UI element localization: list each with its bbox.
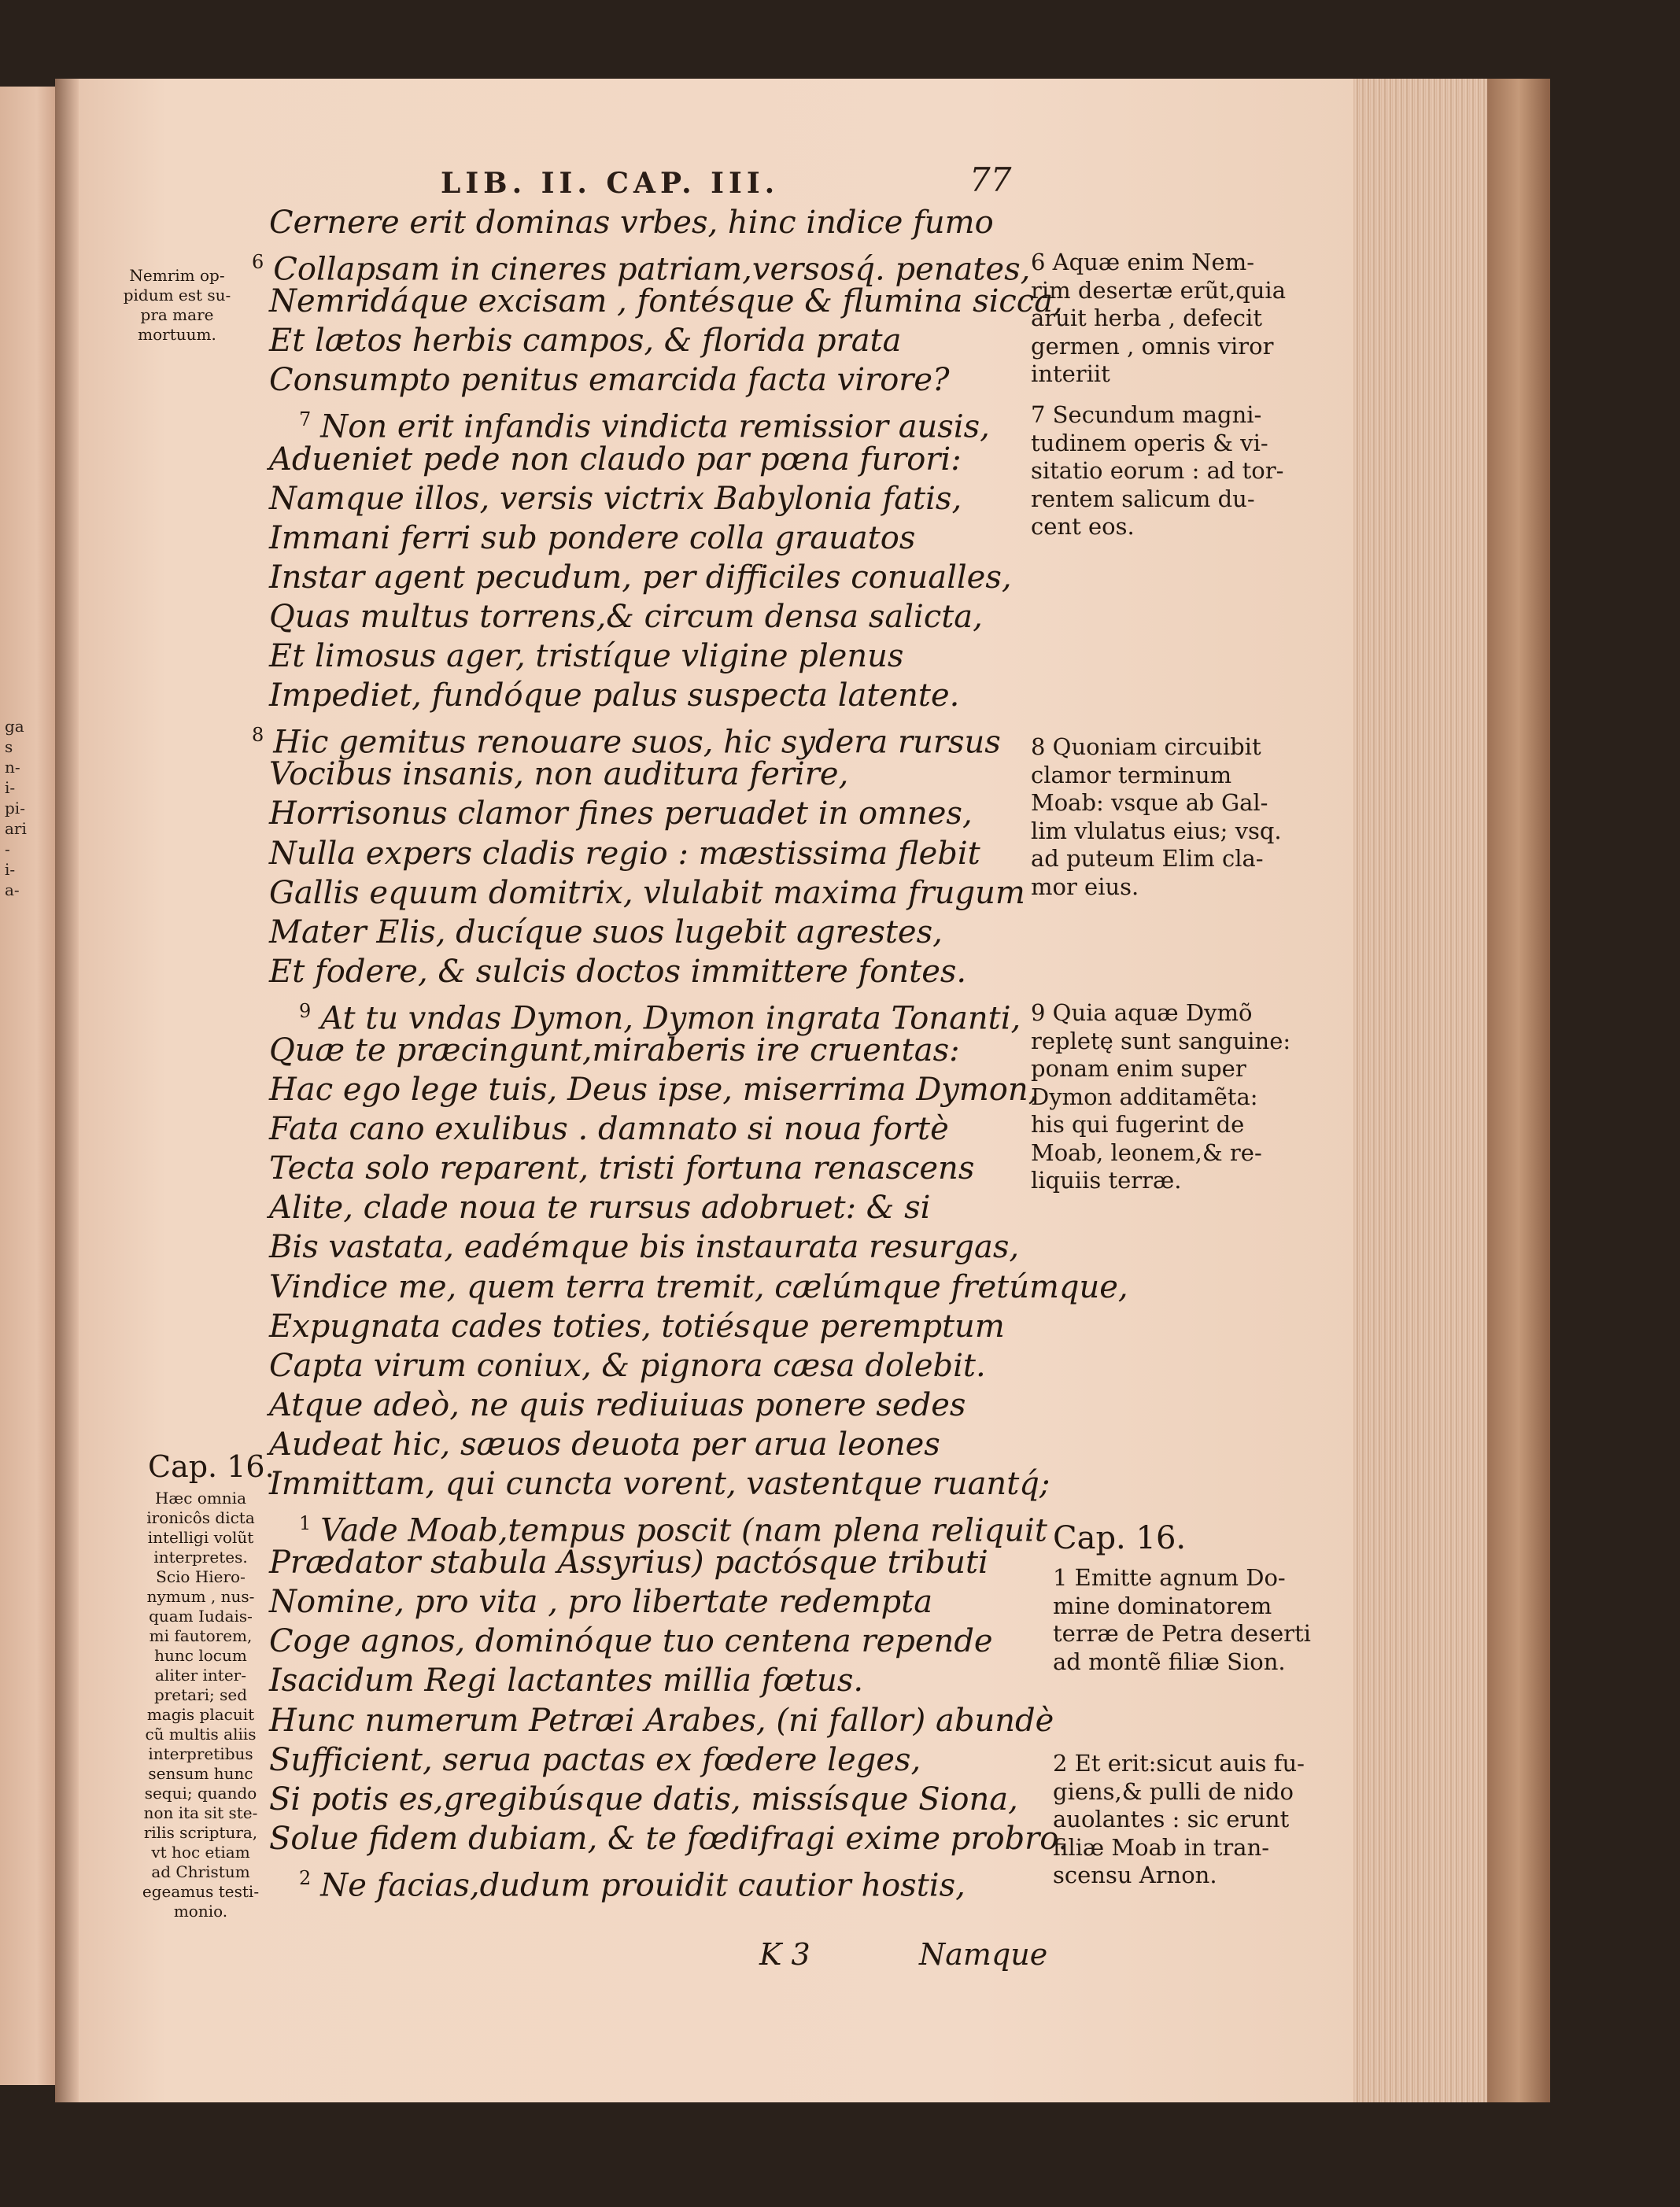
margin-note-line: 6 Aquæ enim Nem-: [1031, 249, 1254, 275]
left-margin-note-nemrim: [118, 266, 236, 345]
poem-line-text: Prædator stabula Assyrius) pactósque tributi: [269, 1545, 988, 1581]
poem-line: [269, 558, 1056, 597]
margin-note-line: scensu Arnon.: [1053, 1862, 1217, 1888]
margin-note-line: egeamus testi-: [142, 1882, 260, 1901]
poem-line: [269, 1543, 1056, 1582]
margin-note-line: ad montẽ filiæ Sion.: [1053, 1648, 1286, 1675]
book-cover-edge: [1487, 79, 1550, 2102]
verse-mark: 1: [299, 1512, 312, 1535]
poem-line: [269, 1149, 1056, 1188]
margin-note-line: Moab: vsque ab Gal-: [1031, 789, 1268, 816]
poem-line: [269, 1227, 1056, 1267]
poem-line-text: Non erit infandis vindicta remissior ausis,: [320, 408, 990, 445]
margin-note-line: ponam enim super: [1031, 1055, 1246, 1082]
poem-line: [269, 794, 1056, 833]
margin-note-line: Hæc omnia: [154, 1489, 246, 1508]
margin-note-line: filiæ Moab in tran-: [1053, 1833, 1270, 1861]
margin-note-line: mine dominatorem: [1053, 1592, 1272, 1619]
margin-note-line: 1 Emitte agnum Do-: [1053, 1564, 1286, 1591]
poem-line-text: Et lætos herbis campos, & florida prata: [269, 323, 902, 360]
margin-note-line: rilis scriptura,: [143, 1823, 258, 1842]
margin-note-line: aruit herba , defecit: [1031, 304, 1262, 331]
poem-line: [269, 873, 1056, 913]
poem-line: [269, 479, 1056, 519]
poem-line-text: Sufficient, serua pactas ex fœdere leges,: [269, 1741, 921, 1778]
verse-mark: 6: [252, 251, 264, 274]
poem-line-text: At tu vndas Dymon, Dymon ingrata Tonanti,: [320, 1000, 1021, 1037]
margin-note-line: ironicôs dicta: [146, 1508, 255, 1527]
poem-line: [269, 1070, 1056, 1109]
gutter: [55, 79, 79, 2102]
poem-line-text: Instar agent pecudum, per difficiles conualles,: [269, 559, 1012, 596]
margin-note-line: nymum , nus-: [146, 1587, 255, 1606]
poem-line: [269, 1031, 1056, 1070]
margin-note-line: hunc locum: [154, 1646, 247, 1665]
poem-line-text: Quæ te præcingunt,miraberis ire cruentas:: [269, 1032, 960, 1068]
poem-line: [269, 637, 1056, 676]
right-note-2: [1053, 1750, 1336, 1890]
poem-line-text: Quas multus torrens,& circum densa salicta,: [269, 598, 983, 635]
poem-line-text: Expugnata cades toties, totiésque peremptum: [269, 1308, 1005, 1345]
signature-mark: K 3: [759, 1937, 810, 1972]
poem-line-text: Gallis equum domitrix, vlulabit maxima frugum: [269, 874, 1025, 911]
catchword: Namque: [919, 1937, 1048, 1972]
margin-note-line: Dymon additamẽta:: [1031, 1083, 1258, 1110]
poem-line: [269, 1268, 1128, 1307]
poem-line: [269, 1346, 1056, 1386]
left-margin-note-cap16: [138, 1489, 263, 1921]
verse-mark: 9: [299, 999, 312, 1022]
poem-line-text: Bis vastata, eadémque bis instaurata resurgas,: [269, 1229, 1020, 1266]
margin-note-line: intelligi volũt: [147, 1528, 254, 1547]
poem-line: [269, 1701, 1056, 1740]
poem-line-text: Fata cano exulibus . damnato si noua fortè: [269, 1111, 949, 1148]
poem-line-text: Impediet, fundóque palus suspecta latente.: [269, 677, 960, 714]
verse-mark: 7: [299, 408, 312, 431]
margin-note-line: mi fautorem,: [149, 1626, 253, 1645]
margin-note-line: 8 Quoniam circuibit: [1031, 733, 1261, 760]
margin-note-line: cent eos.: [1031, 513, 1135, 540]
left-page-fragment: a-: [5, 880, 20, 899]
margin-note-line: auolantes : sic erunt: [1053, 1806, 1290, 1832]
margin-note-line: aliter inter-: [155, 1666, 246, 1685]
poem-line-text: Hic gemitus renouare suos, hic sydera rursus: [273, 724, 1001, 761]
poem-line: [269, 1819, 1069, 1858]
left-page-edge: [0, 87, 61, 2085]
poem-line-text: Adueniet pede non claudo par pœna furori:: [269, 441, 962, 478]
poem-line-text: Namque illos, versis victrix Babylonia fatis,: [269, 480, 962, 517]
margin-note-line: repletę sunt sanguine:: [1031, 1027, 1291, 1054]
poem-line: [269, 1504, 1056, 1549]
left-page-fragment: i-: [5, 778, 16, 797]
margin-note-line: rim desertæ erũt,quia: [1031, 276, 1286, 304]
right-note-8: [1031, 733, 1314, 901]
poem-line: [269, 1622, 1056, 1661]
poem-line-text: Alite, clade noua te rursus adobruet: & si: [269, 1190, 931, 1227]
poem-line: [269, 1109, 1056, 1149]
right-note-6: [1031, 249, 1314, 389]
poem-line: [252, 242, 1056, 288]
margin-note-line: 2 Et erit:sicut auis fu-: [1053, 1750, 1305, 1777]
margin-note-line: pretari; sed: [153, 1685, 248, 1704]
margin-note-line: Scio Hiero-: [156, 1567, 246, 1586]
poem-line-text: Vade Moab,tempus poscit (nam plena reliquit: [320, 1512, 1047, 1549]
left-page-fragment: pi-: [5, 799, 25, 817]
running-head: LIB. II. CAP. III.: [441, 167, 780, 200]
right-cap-heading: Cap. 16.: [1053, 1520, 1187, 1556]
poem-line: [269, 1740, 1056, 1780]
margin-note-line: terræ de Petra deserti: [1053, 1620, 1311, 1647]
poem-line-text: Mater Elis, ducíque suos lugebit agrestes,: [269, 913, 943, 950]
poem-line-text: Nulla expers cladis regio : mæstissima flebit: [269, 835, 980, 872]
poem-line-text: Consumpto penitus emarcida facta virore?: [269, 362, 950, 399]
margin-note-line: sequi; quando: [144, 1784, 257, 1803]
right-note-1: [1053, 1564, 1336, 1676]
margin-note-line: lim vlulatus eius; vsq.: [1031, 817, 1282, 844]
margin-note-line: sitatio eorum : ad tor-: [1031, 457, 1284, 484]
margin-note-line: cũ multis aliis: [145, 1725, 257, 1744]
margin-note-line: interpretes.: [153, 1548, 248, 1567]
margin-note-line: clamor terminum: [1031, 761, 1232, 788]
margin-note-line: pidum est su-: [123, 286, 231, 304]
poem-line-text: Horrisonus clamor fines peruadet in omnes,: [269, 795, 973, 832]
poem-line-text: Ne facias,dudum prouidit cautior hostis,: [320, 1867, 966, 1904]
poem-line-text: Capta virum coniux, & pignora cæsa dolebit.: [269, 1347, 986, 1384]
poem-line: [269, 282, 1063, 321]
margin-note-line: rentem salicum du-: [1031, 485, 1255, 512]
margin-note-line: vt hoc etiam: [151, 1843, 250, 1862]
verse-mark: 8: [252, 724, 264, 747]
margin-note-line: quam Iudais-: [149, 1607, 253, 1626]
margin-note-line: interiit: [1031, 360, 1110, 387]
poem-line: [269, 991, 1056, 1037]
margin-note-line: monio.: [173, 1902, 228, 1921]
poem-line: [269, 1582, 1056, 1622]
poem-line: [269, 1188, 1056, 1227]
poem-line: [269, 360, 1056, 400]
margin-note-line: Moab, leonem,& re-: [1031, 1139, 1262, 1166]
margin-note-line: Nemrim op-: [129, 266, 225, 285]
margin-note-line: germen , omnis viror: [1031, 332, 1274, 360]
poem-line-text: Vocibus insanis, non auditura ferire,: [269, 756, 849, 793]
poem-line: [269, 952, 1056, 991]
poem-line-text: Vindice me, quem terra tremit, cælúmque fretúmque,: [269, 1268, 1128, 1305]
poem-line-text: Solue fidem dubiam, & te fœdifragi exime probro.: [269, 1820, 1069, 1857]
poem-line: [269, 321, 1056, 360]
poem-line-text: Nomine, pro vita , pro libertate redempta: [269, 1584, 933, 1621]
margin-note-line: 7 Secundum magni-: [1031, 401, 1262, 428]
poem-line: [269, 913, 1056, 952]
poem-line: [269, 1464, 1056, 1504]
margin-note-line: giens,& pulli de nido: [1053, 1777, 1294, 1805]
right-note-9: [1031, 999, 1314, 1195]
poem-line: [252, 715, 1056, 761]
margin-note-line: ad puteum Elim cla-: [1031, 845, 1264, 872]
margin-note-line: mortuum.: [138, 325, 216, 344]
left-cap-heading: Cap. 16.: [148, 1449, 275, 1484]
poem-line: [269, 834, 1056, 873]
poem-line: [269, 440, 1056, 479]
poem-line-text: Cernere erit dominas vrbes, hinc indice fumo: [269, 205, 994, 241]
poem-line-text: Si potis es,gregibúsque datis, missísque Siona,: [269, 1781, 1018, 1818]
margin-note-line: 9 Quia aquæ Dymõ: [1031, 999, 1253, 1026]
left-page-fragment: ari: [5, 819, 27, 838]
margin-note-line: non ita sit ste-: [143, 1803, 258, 1822]
left-page-fragment: s: [5, 737, 13, 756]
verse-mark: 2: [299, 1866, 312, 1889]
poem-line: [269, 1425, 1056, 1464]
poem-line: [269, 1780, 1056, 1819]
margin-note-line: pra mare: [140, 305, 214, 324]
left-page-fragment: n-: [5, 758, 20, 777]
poem-line-text: Collapsam in cineres patriam,versosq́. penates,: [273, 251, 1031, 288]
margin-note-line: interpretibus: [148, 1744, 253, 1763]
poem-line-text: Et fodere, & sulcis doctos immittere fontes.: [269, 953, 967, 990]
poem-line: [269, 597, 1056, 637]
margin-note-line: tudinem operis & vi-: [1031, 429, 1268, 456]
poem-line-text: Atque adeò, ne quis rediuiuas ponere sedes: [269, 1386, 966, 1423]
left-page-fragment: -: [5, 840, 10, 858]
right-note-7: [1031, 401, 1314, 541]
poem-line: [269, 1386, 1056, 1425]
poem-line: [269, 203, 1056, 242]
margin-note-line: sensum hunc: [148, 1764, 253, 1783]
poem-line-text: Hac ego lege tuis, Deus ipse, miserrima Dymon,: [269, 1072, 1039, 1109]
poem-line-text: Hunc numerum Petræi Arabes, (ni fallor) abundè: [269, 1702, 1054, 1739]
margin-note-line: mor eius.: [1031, 873, 1139, 900]
left-page-fragment: i-: [5, 860, 16, 879]
left-page-fragment: ga: [5, 717, 24, 736]
margin-note-line: magis placuit: [146, 1705, 255, 1724]
poem-line: [269, 1307, 1056, 1346]
poem-line: [269, 519, 1056, 558]
poem-line: [269, 676, 1056, 715]
folio-number: 77: [969, 161, 1012, 199]
margin-note-line: ad Christum: [151, 1862, 250, 1881]
poem-line: [269, 1858, 1056, 1904]
poem-line-text: Isacidum Regi lactantes millia fœtus.: [269, 1663, 864, 1700]
poem-line-text: Audeat hic, sæuos deuota per arua leones: [269, 1426, 940, 1463]
poem-line: [269, 1661, 1056, 1700]
poem-line-text: Nemridáque excisam , fontésque & flumina sicca,: [269, 283, 1063, 320]
margin-note-line: liquiis terræ.: [1031, 1167, 1182, 1194]
poem-line: [269, 400, 1056, 445]
poem-line-text: Immani ferri sub pondere colla grauatos: [269, 519, 916, 556]
margin-note-line: his qui fugerint de: [1031, 1111, 1245, 1138]
poem-line-text: Coge agnos, dominóque tuo centena repende: [269, 1623, 993, 1660]
poem-line-text: Tecta solo reparent, tristi fortuna renascens: [269, 1150, 975, 1187]
poem-line-text: Immittam, qui cuncta vorent, vastentque ruantq́;: [269, 1466, 1050, 1502]
poem-line-text: Et limosus ager, tristíque vligine plenus: [269, 638, 904, 675]
